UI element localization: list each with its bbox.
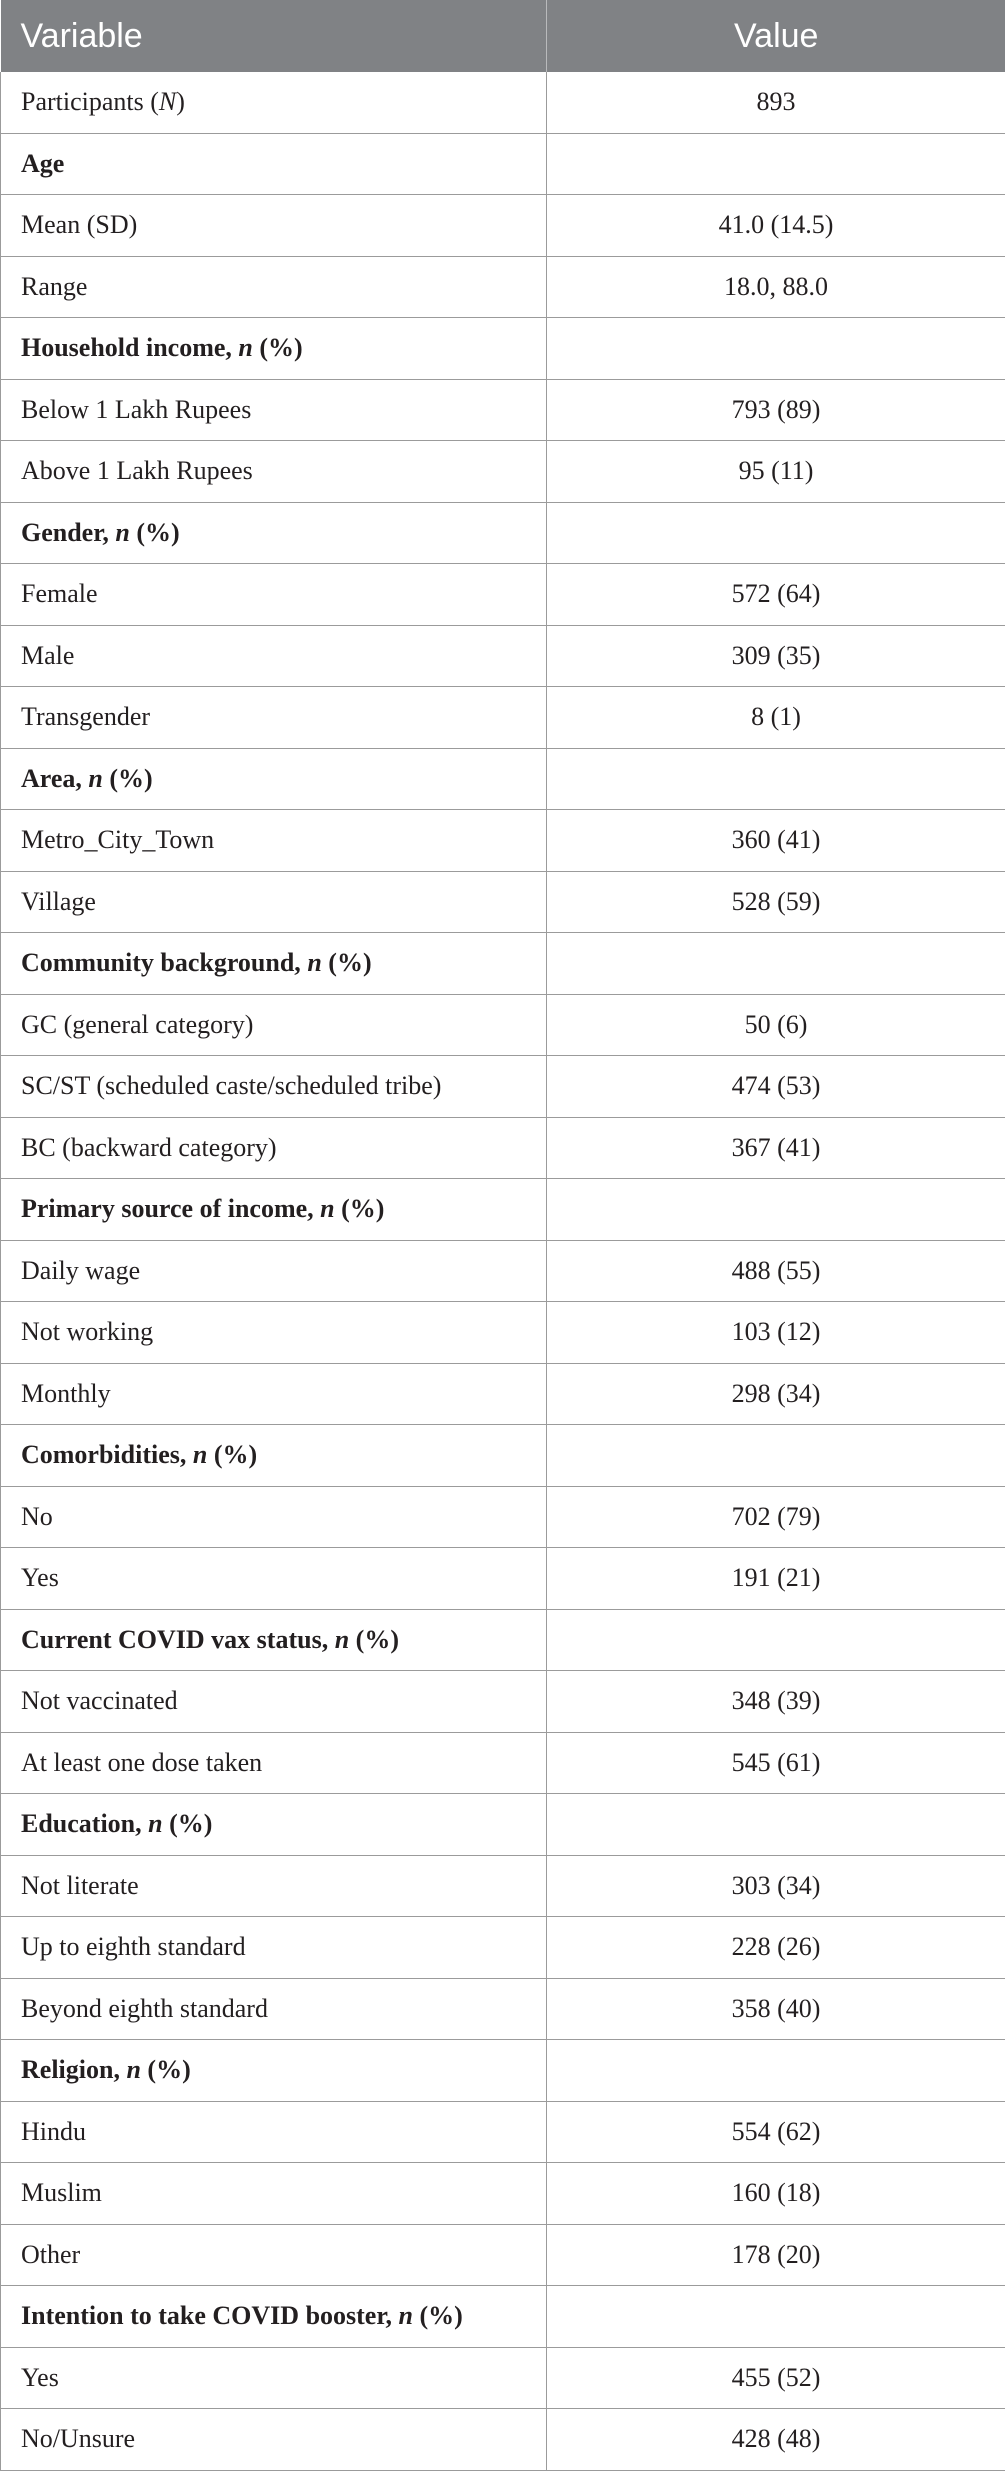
table-row [1, 1548, 1005, 1610]
section-header-row [1, 2286, 1005, 2348]
label-text: Transgender [21, 702, 151, 732]
section-header-row [1, 1609, 1005, 1671]
value-cell: 474 (53) [547, 1056, 1005, 1118]
value-cell: 18.0, 88.0 [547, 256, 1005, 318]
label-text: Yes [21, 1563, 59, 1593]
variable-cell [1, 1056, 547, 1118]
label-suffix: (%) [140, 2055, 191, 2085]
variable-cell [1, 441, 547, 503]
value-cell: 367 (41) [547, 1117, 1005, 1179]
label-italic: n [334, 1624, 350, 1654]
label-text: Primary source of income, [21, 1194, 321, 1224]
label-text: Yes [21, 2362, 59, 2392]
section-label [1, 933, 547, 995]
label-text: Not literate [21, 1870, 139, 1900]
label-text: Mean (SD) [21, 210, 138, 240]
variable-cell [1, 2224, 547, 2286]
value-cell: 50 (6) [547, 994, 1005, 1056]
table-row [1, 2163, 1005, 2225]
variable-cell [1, 1302, 547, 1364]
label-italic: n [115, 517, 130, 547]
label-text: Current COVID vax status, [21, 1624, 335, 1654]
label-italic: n [192, 1440, 208, 1470]
value-cell: 702 (79) [547, 1486, 1005, 1548]
table-row [1, 441, 1005, 503]
value-cell [547, 748, 1005, 810]
value-cell [547, 1794, 1005, 1856]
label-text: Education, [21, 1809, 149, 1839]
variable-cell [1, 72, 547, 133]
section-label [1, 748, 547, 810]
label-text: SC/ST (scheduled caste/scheduled tribe) [21, 1071, 442, 1101]
value-cell [547, 1425, 1005, 1487]
label-text: Up to eighth standard [21, 1932, 246, 1962]
label-text: At least one dose taken [21, 1747, 263, 1777]
section-label [1, 1179, 547, 1241]
value-cell [547, 502, 1005, 564]
label-text: Village [21, 886, 96, 916]
label-text: Not vaccinated [21, 1686, 178, 1716]
label-text: Age [21, 148, 65, 178]
value-cell: 893 [547, 72, 1005, 133]
label-text: Religion, [21, 2055, 127, 2085]
value-cell [547, 318, 1005, 380]
label-text: Range [21, 271, 88, 301]
label-italic: n [148, 1809, 163, 1839]
value-cell: 488 (55) [547, 1240, 1005, 1302]
table-row [1, 1486, 1005, 1548]
table-row [1, 379, 1005, 441]
value-cell: 303 (34) [547, 1855, 1005, 1917]
section-label [1, 1425, 547, 1487]
section-header-row [1, 1425, 1005, 1487]
section-label [1, 502, 547, 564]
label-text: Not working [21, 1317, 154, 1347]
value-cell: 160 (18) [547, 2163, 1005, 2225]
value-cell: 545 (61) [547, 1732, 1005, 1794]
value-cell: 8 (1) [547, 687, 1005, 749]
section-label [1, 133, 547, 195]
label-italic: n [398, 2301, 413, 2331]
table-row [1, 1917, 1005, 1979]
table-body [1, 72, 1005, 2470]
section-label [1, 2286, 547, 2348]
value-cell: 455 (52) [547, 2347, 1005, 2409]
label-text: Gender, [21, 517, 116, 547]
header-row [1, 0, 1005, 72]
label-text: No/Unsure [21, 2424, 136, 2454]
table-row [1, 810, 1005, 872]
label-text: Participants ( [21, 87, 159, 117]
label-suffix: (%) [349, 1624, 399, 1654]
value-cell: 428 (48) [547, 2409, 1005, 2471]
label-italic: N [158, 87, 177, 117]
variable-cell [1, 1240, 547, 1302]
table-row [1, 195, 1005, 257]
value-cell: 360 (41) [547, 810, 1005, 872]
label-text: No [21, 1501, 53, 1531]
value-cell: 309 (35) [547, 625, 1005, 687]
label-suffix: (%) [334, 1194, 385, 1224]
table-row [1, 1240, 1005, 1302]
table-row [1, 1056, 1005, 1118]
section-header-row [1, 748, 1005, 810]
value-cell: 178 (20) [547, 2224, 1005, 2286]
table-row [1, 2409, 1005, 2471]
section-header-row [1, 502, 1005, 564]
label-suffix: (%) [207, 1440, 258, 1470]
variable-cell [1, 1978, 547, 2040]
label-suffix: (%) [252, 333, 303, 363]
variable-cell [1, 256, 547, 318]
variable-cell [1, 2163, 547, 2225]
label-text: Community background, [21, 948, 308, 978]
label-text: Intention to take COVID booster, [21, 2301, 399, 2331]
table-row [1, 1732, 1005, 1794]
table-row [1, 2101, 1005, 2163]
variable-cell [1, 1917, 547, 1979]
variable-cell [1, 1855, 547, 1917]
label-text: Daily wage [21, 1255, 141, 1285]
value-cell: 41.0 (14.5) [547, 195, 1005, 257]
label-text: Below 1 Lakh Rupees [21, 394, 252, 424]
label-text: Comorbidities, [21, 1440, 193, 1470]
variable-cell [1, 1732, 547, 1794]
section-label [1, 1794, 547, 1856]
value-cell: 348 (39) [547, 1671, 1005, 1733]
label-text: Other [21, 2239, 81, 2269]
table-row [1, 871, 1005, 933]
label-italic: n [126, 2055, 141, 2085]
value-cell [547, 1179, 1005, 1241]
table-row [1, 1855, 1005, 1917]
value-cell: 793 (89) [547, 379, 1005, 441]
label-suffix: (%) [321, 948, 372, 978]
value-cell [547, 133, 1005, 195]
variable-cell [1, 687, 547, 749]
table-row [1, 625, 1005, 687]
value-cell [547, 933, 1005, 995]
value-cell: 528 (59) [547, 871, 1005, 933]
table-row [1, 1117, 1005, 1179]
label-text: Hindu [21, 2116, 86, 2146]
table-row [1, 564, 1005, 626]
value-cell [547, 2040, 1005, 2102]
value-cell: 358 (40) [547, 1978, 1005, 2040]
label-text: Monthly [21, 1378, 111, 1408]
header-value: Value [547, 0, 1005, 72]
variable-cell [1, 1671, 547, 1733]
value-cell [547, 2286, 1005, 2348]
table-row [1, 994, 1005, 1056]
variable-cell [1, 871, 547, 933]
table-row [1, 2347, 1005, 2409]
table-row [1, 72, 1005, 133]
value-cell: 554 (62) [547, 2101, 1005, 2163]
value-cell [547, 1609, 1005, 1671]
variable-cell [1, 2101, 547, 2163]
variable-cell [1, 1486, 547, 1548]
section-header-row [1, 933, 1005, 995]
variable-cell [1, 1548, 547, 1610]
section-header-row [1, 133, 1005, 195]
label-suffix: ) [176, 87, 185, 117]
label-text: Muslim [21, 2178, 102, 2208]
section-label [1, 2040, 547, 2102]
label-text: Household income, [21, 333, 239, 363]
label-suffix: (%) [129, 517, 180, 547]
label-italic: n [320, 1194, 335, 1224]
section-label [1, 1609, 547, 1671]
table-row [1, 2224, 1005, 2286]
table-row [1, 1363, 1005, 1425]
variable-cell [1, 379, 547, 441]
variable-cell [1, 810, 547, 872]
label-suffix: (%) [102, 763, 153, 793]
section-label [1, 318, 547, 380]
table-row [1, 1302, 1005, 1364]
variable-cell [1, 994, 547, 1056]
value-cell: 572 (64) [547, 564, 1005, 626]
label-text: Metro_City_Town [21, 825, 215, 855]
variable-cell [1, 625, 547, 687]
value-cell: 228 (26) [547, 1917, 1005, 1979]
label-text: Beyond eighth standard [21, 1993, 268, 2023]
variable-cell [1, 195, 547, 257]
label-text: GC (general category) [21, 1009, 254, 1039]
variable-cell [1, 1117, 547, 1179]
label-italic: n [238, 333, 253, 363]
label-italic: n [307, 948, 322, 978]
value-cell: 191 (21) [547, 1548, 1005, 1610]
value-cell: 103 (12) [547, 1302, 1005, 1364]
section-header-row [1, 318, 1005, 380]
section-header-row [1, 2040, 1005, 2102]
section-header-row [1, 1794, 1005, 1856]
value-cell: 298 (34) [547, 1363, 1005, 1425]
label-text: Above 1 Lakh Rupees [21, 456, 253, 486]
variable-cell [1, 2347, 547, 2409]
value-cell: 95 (11) [547, 441, 1005, 503]
table-row [1, 256, 1005, 318]
label-italic: n [88, 763, 103, 793]
table-row [1, 1978, 1005, 2040]
label-suffix: (%) [412, 2301, 463, 2331]
section-header-row [1, 1179, 1005, 1241]
label-text: Area, [21, 763, 89, 793]
label-suffix: (%) [162, 1809, 213, 1839]
label-text: BC (backward category) [21, 1132, 277, 1162]
table-row [1, 1671, 1005, 1733]
label-text: Female [21, 579, 98, 609]
variable-cell [1, 1363, 547, 1425]
variable-cell [1, 2409, 547, 2471]
header-variable: Variable [1, 0, 547, 72]
table-row [1, 687, 1005, 749]
label-text: Male [21, 640, 75, 670]
variable-cell [1, 564, 547, 626]
